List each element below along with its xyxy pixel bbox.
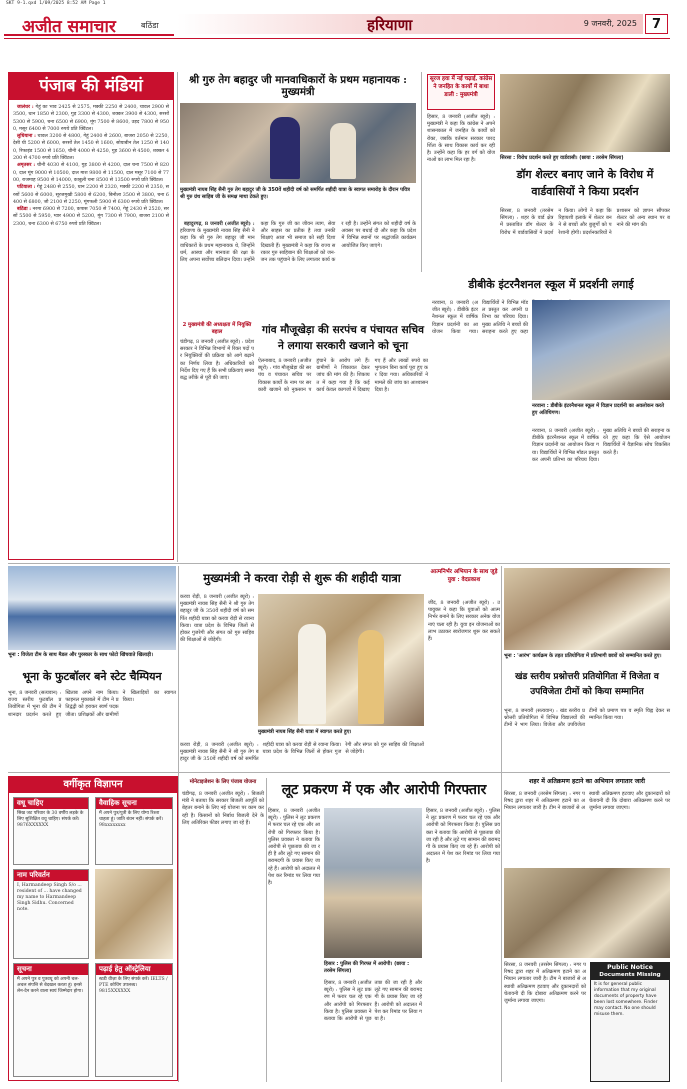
mandi-title: पंजाब की मंडियां <box>9 73 173 100</box>
photo-figure <box>330 123 356 179</box>
football-caption: भूना : विजेता टीम के साथ मैडल और पुरस्कार के साथ फोटो खिंचवाते खिलाड़ी। <box>8 652 153 658</box>
small-headline: 2 मुख्यमंत्री की अध्यक्षता में नियुक्ति बहाल <box>182 322 252 335</box>
masthead-date: 9 जनवरी, 2025 <box>583 19 637 28</box>
mandi-label: पटियाला : <box>17 184 36 191</box>
section-title: हरियाणा <box>367 16 413 34</box>
divider <box>4 38 670 39</box>
robbery-body-2: हिसार, 8 जनवरी (अजीत ब्यूरो) : पुलिस ने लूट प्रकरण में फरार चल रहे एक और आरोपी को गिरफ्तार किया है। पुलिस प्रवक्ता ने बताया कि आरोपी से पूछताछ की जा रही है और लूटे गए सामान की बरामदगी के प्रयास किए जा रहे हैं। आरोपी को अदालत में पेश कर रिमांड पर लिया गया है। <box>324 980 422 1023</box>
classified-ad <box>13 963 89 1077</box>
yatra-caption: मुख्यमंत्री नायब सिंह सैनी यात्रा में स्वागत करते हुए। <box>258 729 352 735</box>
dav-body: नरवाना, 8 जनवरी (अजीत ब्यूरो) : डीबीके इंटरनैशनल स्कूल में वार्षिक विज्ञान प्रदर्शनी का आयोजन किया गया। विद्यार्थियों ने विभिन्न मॉडल प्रस्तुत कर अपनी प्रतिभा का परिचय दिया। मुख्य अतिथि ने बच्चों की सराहना करते हुए कहा <box>432 300 528 335</box>
classified-ad-text: I, Harmandeep Singh S/o ... resident of ... have changed my name to Harmandeep Singh Sidhu. Concerned note. <box>17 883 82 912</box>
competition-photo <box>504 568 670 650</box>
paper-name: अजीत समाचार <box>22 17 116 37</box>
mandi-section <box>13 206 169 228</box>
page-number-box <box>645 14 668 34</box>
classified-ad-head: पढ़ाई हेतु ऑस्ट्रेलिया <box>96 964 172 975</box>
village-headline: गांव मौजूखेड़ा की सरपंच व पंचायत सचिव ने लगाया सरकारी खजाने को चूना <box>262 324 424 352</box>
robbery-caption: हिसार : पुलिस की गिरफ्त में आरोपी। (छाया : तरसेम सिंगला) <box>324 961 410 974</box>
competition-caption: भूना : 'आरंभ' कार्यक्रम के तहत प्रतियोगिता में प्रतिभागी छात्रों को सम्मानित करते हुए। <box>504 653 662 659</box>
side-headline: सूरज हवा में नई चढ़ाई, कांग्रेस ने जनहित के कार्यों में बाधा डाली : मुख्यमंत्री <box>427 74 495 110</box>
yatra-body-2: करवा रोड़ी, 8 जनवरी (अजीत ब्यूरो) : मुख्यमंत्री नायब सिंह सैनी ने श्री गुरु तेग बहादुर जी के 350वें शहीदी वर्ष को समर्पित शहीदी यात्रा को करवा रोड़ी से रवाना किया। यात्रा प्रदेश के विभिन्न जिलों से होकर गुजरेगी और संगत को गुरु साहिब की शिक्षाओं से जोड़ेगी। <box>180 742 424 763</box>
classified-photo <box>95 869 173 959</box>
side-photo <box>500 74 670 152</box>
photo-figure <box>298 624 326 724</box>
football-headline: भूना के फुटबॉलर बने स्टेट चैम्पियन <box>22 670 162 683</box>
classified-ad <box>13 797 89 865</box>
yatra-headline: मुख्यमंत्री ने करवा रोड़ी से शुरू की शहीदी यात्रा <box>203 571 401 585</box>
mandi-label: बठिंडा : <box>17 206 32 213</box>
side-caption: सिरसा : विरोध प्रदर्शन करते हुए वार्डवासी। (छाया : तरसेम सिंगला) <box>500 155 624 161</box>
mandi-text: चावल 3200 से 4800, गेहूं 2400 से 2600, बाजरा 2050 से 2250, देसी घी 5200 से 6000, सरसों तेल 1450 से 1600, सोयाबीन तेल 1250 से 1400, रिफाइंड 1500 से 1650, चीनी 4000 से 4250, गुड़ 3600 से 4500, शक्कर 4200 से 4700 रुपये प्रति क्विंटल। <box>13 134 169 162</box>
mandi-section <box>13 133 169 162</box>
minister-headline: मोनेटाइजेशन के लिए पंजाब योजना <box>189 779 257 785</box>
lead-body-text: हरियाणा के मुख्यमंत्री नायब सिंह सैनी ने कहा कि श्री गुरु तेग बहादुर जी मानवाधिकारों के प्रथम महानायक थे, जिन्होंने धर्म, आस्था और मानवता की रक्षा के लिए अपना सर्वोच्च बलिदान दिया। उन्होंने कहा कि गुरु जी का जीवन त्याग, सेवा और साहस का प्रतीक है तथा उनकी शिक्षाएं आज भी समाज को सही दिशा दिखाती हैं। मुख्यमंत्री ने कहा कि राज्य सरकार गुरु साहिबान की शिक्षाओं को जन-जन तक पहुंचाने के लिए लगातार कार्य कर रही है। उन्होंने संगत को शहीदी वर्ष के अवसर पर बधाई दी और कहा कि प्रदेश में विभिन्न स्थानों पर श्रद्धांजलि कार्यक्रम आयोजित किए जाएंगे। <box>180 221 416 264</box>
mandi-text: चीनी 4030 से 4100, गुड़ 3800 से 4200, दाल चना 7500 से 8200, दाल मूंग 9000 से 10500, दाल माश 9800 से 11500, दाल मसूर 7100 से 7700, राजमाह 9500 से 14000, काबुली चना 8500 से 13500 रुपये प्रति क्विंटल। <box>13 163 169 183</box>
masthead <box>4 12 668 36</box>
public-notice-subtitle: Documents Missing <box>591 972 669 980</box>
classifieds-title: वर्गीकृत विज्ञापन <box>9 777 177 793</box>
print-slug: SKT 9-1.qxd 1/09/2025 8:52 AM Page 1 <box>6 1 106 6</box>
dav-photo <box>532 300 670 400</box>
robbery-body: हिसार, 8 जनवरी (अजीत ब्यूरो) : पुलिस ने लूट प्रकरण में फरार चल रहे एक और आरोपी को गिरफ्तार किया है। पुलिस प्रवक्ता ने बताया कि आरोपी से पूछताछ की जा रही है और लूटे गए सामान की बरामदगी के प्रयास किए जा रहे हैं। आरोपी को अदालत में पेश कर रिमांड पर लिया गया है। <box>268 808 320 887</box>
divider <box>8 772 670 773</box>
classified-ad-head: वधू चाहिए <box>14 798 88 809</box>
mandi-section <box>13 104 169 133</box>
photo-figure <box>358 630 384 724</box>
public-notice-text: It is for general public information that my original documents of property have been lost somewhere. Finder may contact. No one should misuse them. <box>594 982 658 1017</box>
robbery-headline: लूट प्रकरण में एक और आरोपी गिरफ्तार <box>281 782 487 798</box>
mandi-section <box>13 162 169 184</box>
camp-body: जींद, 8 जनवरी (अजीत ब्यूरो) : उपायुक्त ने कहा कि युवाओं को आत्मनिर्भर बनाने के लिए सरकार अनेक योजनाएं चला रही है। युवा इन योजनाओं का लाभ उठाकर स्वरोजगार शुरू कर सकते हैं। <box>428 600 500 643</box>
side-body: हिसार, 8 जनवरी (अजीत ब्यूरो) : मुख्यमंत्री ने कहा कि कांग्रेस ने अपने शासनकाल में जनहित के कार्यों को रोका, जबकि वर्तमान सरकार पारदर्शिता के साथ विकास कार्य कर रही है। उन्होंने कहा कि हर वर्ग को योजनाओं का लाभ मिल रहा है। <box>427 114 495 164</box>
divider <box>421 72 422 272</box>
city-body: सिरसा, 8 जनवरी (तरसेम सिंगला) : नगर परिषद द्वारा शहर में अतिक्रमण हटाने का अभियान लगातार जारी है। टीम ने बाजारों से अस्थायी अतिक्रमण हटवाए और दुकानदारों को चेतावनी दी कि दोबारा अतिक्रमण करने पर जुर्माना लगाया जाएगा। <box>504 791 670 812</box>
mandi-label: अमृतसर : <box>17 162 36 169</box>
classifieds-box <box>8 776 178 1081</box>
mandi-box <box>8 72 174 560</box>
mandi-text: नरमा 6900 से 7200, कपास 7050 से 7400, गेहूं 2430 से 2520, सरसों 5500 से 5950, ग्वार 4900 से 5200, मूंग 7300 से 7900, बाजरा 2100 से 2300, चना 6300 से 6750 रुपये प्रति क्विंटल। <box>13 207 169 227</box>
divider <box>266 778 267 1082</box>
football-photo <box>8 566 176 650</box>
competition-body: भूना, 8 जनवरी (सत्यवान) : खंड स्तरीय प्रश्नोत्तरी प्रतियोगिता में विभिन्न विद्यालयों की टीमों ने भाग लिया। विजेता और उपविजेता टीमों को प्रमाण पत्र व स्मृति चिह्न देकर सम्मानित किया गया। <box>504 708 670 729</box>
dav-caption: नरवाना : डीबीके इंटरनैशनल स्कूल में विज्ञान प्रदर्शनी का अवलोकन करते हुए अतिथिगण। <box>532 403 664 416</box>
minister-body: चंडीगढ़, 8 जनवरी (अजीत ब्यूरो) : बिजली मंत्री ने बताया कि सरकार बिजली आपूर्ति को बेहतर बनाने के लिए नई योजना पर काम कर रही है। किसानों को निर्बाध बिजली देने के लिए अतिरिक्त फीडर लगाए जा रहे हैं। <box>182 791 264 826</box>
public-notice <box>590 962 670 1082</box>
page-number: 7 <box>652 17 662 32</box>
classified-ad <box>95 963 173 1077</box>
city-photo <box>504 868 670 958</box>
classified-ad-text: स्टडी वीज़ा के लिए संपर्क करें। IELTS / PTE कोचिंग उपलब्ध। 9815XXXXXX <box>99 977 168 994</box>
classified-ad-text: मैं अपने पुत्र/पुत्री के लिए योग्य रिश्ता चाहता हूं। जाति बंधन नहीं। संपर्क करें। 98xxxxxxxx <box>99 811 164 828</box>
city-headline: शहर में अतिक्रमण हटाने का अभियान लगातार जारी <box>529 778 645 785</box>
photo-figure <box>270 117 300 179</box>
classified-ad <box>95 797 173 865</box>
classified-ad-head: नाम परिवर्तन <box>14 870 88 881</box>
classified-ad-text: मैं अपने पुत्र व पुत्रवधू को अपनी चल-अचल संपत्ति से बेदखल करता हूं। इनसे लेन-देन करने वाला स्वयं जिम्मेदार होगा। <box>17 977 83 994</box>
classified-ad <box>13 869 89 959</box>
classified-ad-head: वैवाहिक सूचना <box>96 798 172 809</box>
mandi-body <box>13 104 169 556</box>
yatra-photo <box>258 594 424 726</box>
mandi-label: जालंधर : <box>17 104 34 110</box>
lead-body <box>180 221 416 317</box>
lead-caption: मुख्यमंत्री नायब सिंह सैनी गुरु तेग बहादुर जी के 350वें शहीदी वर्ष को समर्पित शहीदी यात्रा के स्वागत समारोह के दौरान पवित्र श्री गुरु ग्रंथ साहिब जी के समक्ष माथा टेकते हुए। <box>180 187 410 200</box>
lead-dateline: बहादुरगढ़, 8 जनवरी (अजीत ब्यूरो) : <box>184 221 255 227</box>
robbery-body-3: हिसार, 8 जनवरी (अजीत ब्यूरो) : पुलिस ने लूट प्रकरण में फरार चल रहे एक और आरोपी को गिरफ्तार किया है। पुलिस प्रवक्ता ने बताया कि आरोपी से पूछताछ की जा रही है और लूटे गए सामान की बरामदगी के प्रयास किए जा रहे हैं। आरोपी को अदालत में पेश कर रिमांड पर लिया गया है। <box>426 808 500 865</box>
competition-headline: खंड स्तरीय प्रश्नोत्तरी प्रतियोगिता में विजेता व उपविजेता टीमों को किया सम्मानित <box>515 672 659 697</box>
divider <box>177 72 178 562</box>
classified-ad-head: सूचना <box>14 964 88 975</box>
dog-body: सिरसा, 8 जनवरी (तरसेम सिंगला) : शहर के वार्ड क्षेत्र में प्रस्तावित डॉग शेल्टर के विरोध में वार्डवासियों ने प्रदर्शन किया। लोगों ने कहा कि रिहायशी इलाके में शेल्टर बनने से बच्चों और बुजुर्गों को परेशानी होगी। प्रदर्शनकारियों ने प्रशासन को ज्ञापन सौंपकर शेल्टर को अन्य स्थान पर बनाने की मांग की। <box>500 208 670 236</box>
village-body: ऐलनाबाद, 8 जनवरी (अजीत ब्यूरो) : गांव मौजूखेड़ा की सरपंच व पंचायत सचिव पर विकास कार्यों के नाम पर सरकारी खजाने को नुकसान पहुंचाने के आरोप लगे हैं। ग्रामीणों ने शिकायत देकर जांच की मांग की है। शिकायत में कहा गया है कि कई कार्य केवल कागजों में दिखाए गए हैं और लाखों रुपये का भुगतान बिना कार्य पूरा हुए कर दिया गया। अधिकारियों ने मामले की जांच का आश्वासन दिया है। <box>258 358 428 393</box>
paper-name-block <box>4 12 174 36</box>
lead-headline: श्री गुरु तेग बहादुर जी मानवाधिकारों के प्रथम महानायक : मुख्यमंत्री <box>180 74 416 98</box>
city-body-2: सिरसा, 8 जनवरी (तरसेम सिंगला) : नगर परिषद द्वारा शहर में अतिक्रमण हटाने का अभियान लगातार जारी है। टीम ने बाजारों से अस्थायी अतिक्रमण हटवाए और दुकानदारों को चेतावनी दी कि दोबारा अतिक्रमण करने पर जुर्माना लगाया जाएगा। <box>504 962 586 1005</box>
dav-body-2: नरवाना, 8 जनवरी (अजीत ब्यूरो) : डीबीके इंटरनैशनल स्कूल में वार्षिक विज्ञान प्रदर्शनी का आयोजन किया गया। विद्यार्थियों ने विभिन्न मॉडल प्रस्तुत कर अपनी प्रतिभा का परिचय दिया। मुख्य अतिथि ने बच्चों की सराहना करते हुए कहा कि ऐसे आयोजन विद्यार्थियों में वैज्ञानिक सोच विकसित करते हैं। <box>532 428 670 463</box>
section-banner <box>177 14 643 34</box>
football-body: भूना, 8 जनवरी (सत्यवान) : राज्य स्तरीय फुटबॉल प्रतियोगिता में भूना की टीम ने शानदार प्रदर्शन करते हुए खिताब अपने नाम किया। फाइनल मुकाबले में टीम ने प्रतिद्वंद्वी को हराकर स्वर्ण पदक जीता। प्रशिक्षकों और ग्रामीणों ने खिलाड़ियों का स्वागत किया। <box>8 690 176 718</box>
small-body: चंडीगढ़, 8 जनवरी (अजीत ब्यूरो) : प्रदेश सरकार ने विभिन्न विभागों में रिक्त पदों पर नियुक्तियों की प्रक्रिया को आगे बढ़ाने का निर्णय लिया है। अधिकारियों को निर्देश दिए गए हैं कि सभी प्रक्रियाएं समयबद्ध तरीके से पूरी की जाएं। <box>180 339 254 382</box>
dav-headline: डीबीके इंटरनैशनल स्कूल में प्रदर्शनी लगाई <box>468 278 634 291</box>
lead-photo <box>180 103 416 183</box>
yatra-body: करवा रोड़ी, 8 जनवरी (अजीत ब्यूरो) : मुख्यमंत्री नायब सिंह सैनी ने श्री गुरु तेग बहादुर जी के 350वें शहीदी वर्ष को समर्पित शहीदी यात्रा को करवा रोड़ी से रवाना किया। यात्रा प्रदेश के विभिन्न जिलों से होकर गुजरेगी और संगत को गुरु साहिब की शिक्षाओं से जोड़ेगी। <box>180 594 254 644</box>
mandi-text: गेहूं का भाव 2425 से 2575, मक्की 2250 से 2400, चावल 2900 से 3500, धान 1850 से 2300, गुड़ 3300 से 4300, शक्कर 3900 से 4300, सरसों 5300 से 5900, चना 6500 से 6900, मूंग 7500 से 8600, उड़द 7800 से 9500, मसूर 6400 से 7000 रुपये प्रति क्विंटल। <box>13 105 169 132</box>
mandi-label: लुधियाना : <box>17 133 36 140</box>
dog-headline: डॉग शेल्टर बनाए जाने के विरोध में वार्डवासियों ने किया प्रदर्शन <box>516 168 654 198</box>
mandi-section <box>13 184 169 206</box>
public-notice-title: Public Notice <box>591 963 669 972</box>
robbery-photo <box>324 808 422 958</box>
camp-headline: आत्मनिर्भर अभियान के साथ जुड़े युवा : वेदप्रकाश <box>430 569 498 583</box>
mandi-text: गेहूं 2480 से 2550, धान 2200 से 2320, मक्की 2200 से 2350, सरसों 5600 से 6000, सूरजमुखी 5800 से 6200, बिनौला 3500 से 3800, चना 6400 से 6800, जौ 2100 से 2250, मूंगफली 5900 से 6300 रुपये प्रति क्विंटल। <box>13 185 169 205</box>
masthead-city: बठिंडा <box>141 21 159 30</box>
divider <box>8 563 670 564</box>
divider <box>501 566 502 1082</box>
divider <box>178 566 179 1082</box>
classified-ad-text: सिख जट परिवार के 30 वर्षीय लड़के के लिए सुशिक्षित वधू चाहिए। संपर्क करें। 9876XXXXXX <box>17 811 84 828</box>
